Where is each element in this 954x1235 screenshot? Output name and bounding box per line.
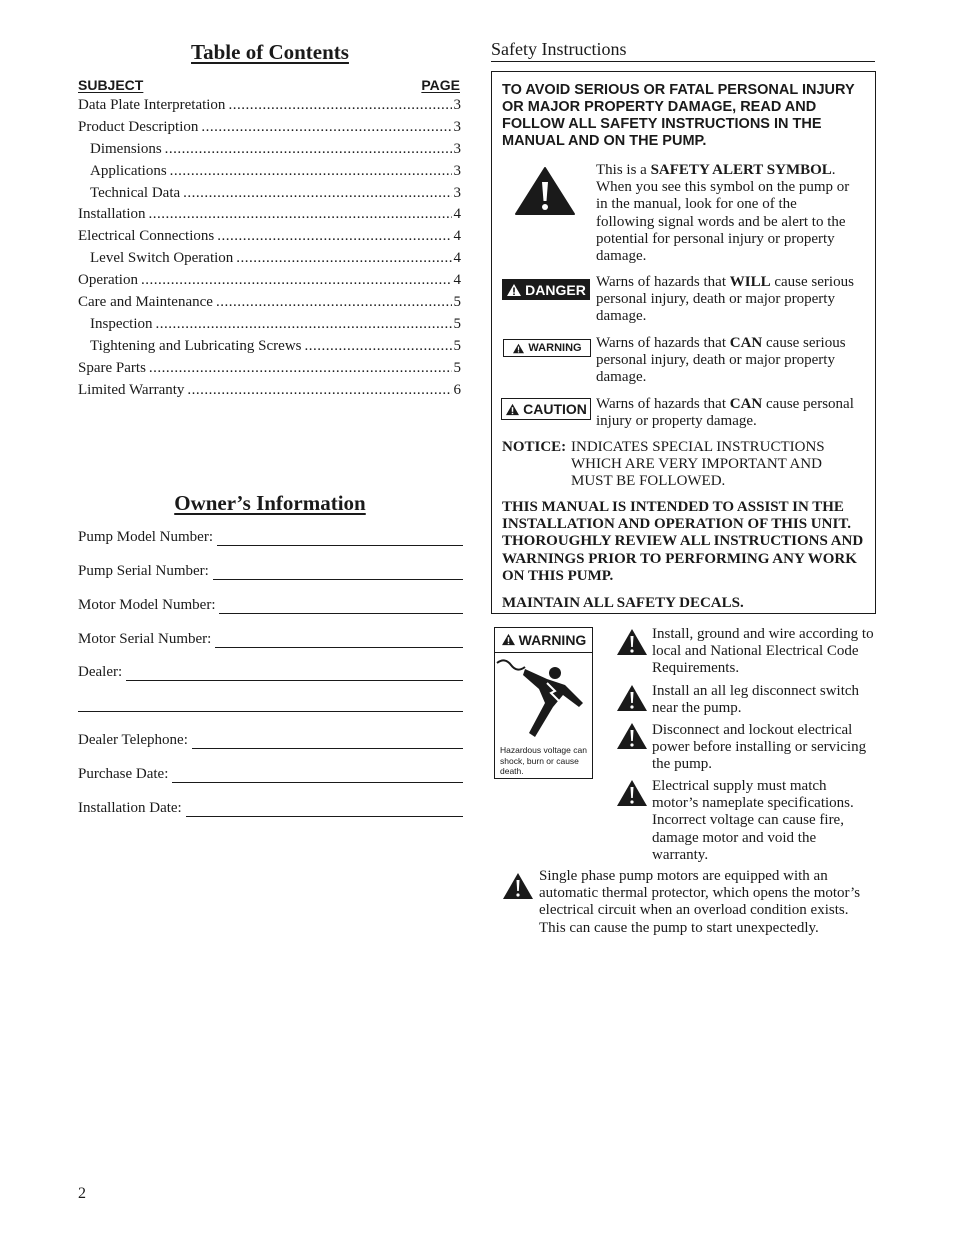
- fill-line[interactable]: [215, 633, 463, 648]
- toc-entry-label: Electrical Connections: [78, 228, 215, 245]
- toc-entry-page: 3: [453, 184, 461, 201]
- toc-entry-label: Care and Maintenance: [78, 294, 213, 311]
- field-label: Dealer Telephone:: [78, 732, 188, 748]
- toc-list: [78, 97, 461, 403]
- shock-warning-label: WARNING: [494, 627, 593, 653]
- toc-entry-page: 4: [453, 272, 461, 289]
- alert-triangle-icon: [505, 403, 520, 416]
- toc-column-headers: [78, 77, 460, 93]
- toc-entry-label: Dimensions: [90, 140, 162, 157]
- toc-entry-page: 3: [453, 162, 461, 179]
- fill-line[interactable]: [219, 599, 463, 614]
- danger-text: Warns of hazards that WILL cause serious personal injury, death or major property damage.: [596, 274, 854, 325]
- fill-line[interactable]: [213, 565, 463, 580]
- toc-entry-label: Limited Warranty: [78, 381, 185, 398]
- toc-entry: [78, 382, 461, 404]
- warning-triangle-icon: [616, 779, 648, 807]
- field-label: Pump Serial Number:: [78, 563, 209, 579]
- toc-entry-page: 5: [453, 315, 461, 332]
- toc-entry: [78, 97, 461, 119]
- page-number: 2: [78, 1185, 86, 1202]
- alert-symbol-text: This is a SAFETY ALERT SYMBOL. When you see this symbol on the pump or in the manual, look for one of the following signal words and be alert to the potential for personal injury or property damage.: [596, 162, 850, 265]
- field-label: Motor Serial Number:: [78, 631, 212, 647]
- toc-entry: [78, 272, 461, 294]
- caution-text: Warns of hazards that CAN cause personal injury or property damage.: [596, 396, 854, 430]
- notice-label: NOTICE:: [502, 439, 567, 455]
- toc-entry-label: Installation: [78, 206, 146, 223]
- field-label: Dealer:: [78, 664, 123, 680]
- alert-triangle-icon: [501, 633, 516, 646]
- installation-date-field[interactable]: [78, 797, 463, 817]
- toc-entry: [78, 294, 461, 316]
- toc-entry-label: Operation: [78, 272, 138, 289]
- toc-entry-page: 4: [453, 250, 461, 267]
- toc-entry-page: 6: [453, 381, 461, 398]
- dealer-extra-line[interactable]: [78, 711, 463, 712]
- warning-triangle-icon: [502, 872, 534, 900]
- bullet-wiring-code: Install, ground and wire according to local and National Electrical Code Requirements.: [652, 626, 874, 677]
- caution-label: CAUTION: [501, 398, 591, 420]
- alert-triangle-icon: [512, 343, 525, 354]
- bullet-disconnect-switch: Install an all leg disconnect switch near the pump.: [652, 683, 860, 717]
- toc-entry: [78, 163, 461, 185]
- toc-entry-page: 5: [453, 294, 461, 311]
- motor-model-field[interactable]: [78, 594, 463, 614]
- safety-alert-icon: [514, 166, 576, 216]
- toc-entry: [78, 316, 461, 338]
- field-label: Motor Model Number:: [78, 597, 216, 613]
- toc-entry: [78, 360, 461, 382]
- toc-entry: [78, 250, 461, 272]
- toc-entry-page: 5: [453, 359, 461, 376]
- toc-entry: [78, 141, 461, 163]
- thermal-protector-note: Single phase pump motors are equipped with an automatic thermal protector, which opens the motor’s electrical circuit when an overload condition exists. This can cause the pump to start unexpectedly.: [539, 868, 861, 936]
- toc-entry-page: 5: [453, 337, 461, 354]
- shock-caption: Hazardous voltage can shock, burn or cause death.: [500, 745, 587, 776]
- toc-entry-page: 3: [453, 118, 461, 135]
- toc-subject-header: SUBJECT: [78, 77, 144, 93]
- toc-entry-label: Inspection: [90, 315, 153, 332]
- warning-label: WARNING: [503, 339, 591, 357]
- toc-entry: [78, 185, 461, 207]
- alert-triangle-icon: [506, 283, 522, 297]
- toc-entry-page: 4: [453, 206, 461, 223]
- toc-entry-page: 3: [453, 140, 461, 157]
- danger-label: DANGER: [502, 279, 590, 300]
- dealer-telephone-field[interactable]: [78, 729, 463, 749]
- manual-intent-text: THIS MANUAL IS INTENDED TO ASSIST IN THE INSTALLATION AND OPERATION OF THIS UNIT. THOROUGHLY REVIEW ALL INSTRUCTIONS AND WARNINGS PRIOR TO PERFORMING ANY WORK ON THIS PUMP.: [502, 499, 864, 584]
- toc-entry: [78, 119, 461, 141]
- safety-title: Safety Instructions: [491, 39, 627, 59]
- toc-entry-label: Data Plate Interpretation: [78, 97, 226, 113]
- fill-line[interactable]: [186, 802, 463, 817]
- purchase-date-field[interactable]: [78, 763, 463, 783]
- warning-text: Warns of hazards that CAN cause serious personal injury, death or major property damage.: [596, 335, 846, 386]
- warning-triangle-icon: [616, 628, 648, 656]
- field-label: Purchase Date:: [78, 766, 169, 782]
- toc-entry-label: Technical Data: [90, 184, 181, 201]
- toc-entry-label: Level Switch Operation: [90, 250, 234, 267]
- warning-triangle-icon: [616, 684, 648, 712]
- fill-line[interactable]: [126, 666, 463, 681]
- bullet-electrical-supply: Electrical supply must match motor’s nameplate specifications. Incorrect voltage can cause fire, damage motor and void the warranty.: [652, 778, 854, 863]
- fill-line[interactable]: [192, 734, 463, 749]
- toc-entry: [78, 228, 461, 250]
- owner-info-title: Owner’s Information: [174, 491, 366, 515]
- dealer-field[interactable]: [78, 661, 463, 681]
- toc-entry: [78, 338, 461, 360]
- toc-entry: [78, 206, 461, 228]
- bullet-lockout-power: Disconnect and lockout electrical power before installing or servicing the pump.: [652, 722, 867, 773]
- pump-model-field[interactable]: [78, 526, 463, 546]
- toc-entry-page: 3: [453, 97, 461, 113]
- toc-entry-label: Tightening and Lubricating Screws: [90, 337, 302, 354]
- electric-shock-icon: [495, 655, 592, 743]
- notice-text: INDICATES SPECIAL INSTRUCTIONS WHICH ARE VERY IMPORTANT AND MUST BE FOLLOWED.: [571, 439, 825, 490]
- toc-page-header: PAGE: [421, 77, 460, 93]
- pump-serial-field[interactable]: [78, 560, 463, 580]
- field-label: Installation Date:: [78, 800, 182, 816]
- toc-entry-label: Product Description: [78, 118, 199, 135]
- fill-line[interactable]: [172, 768, 463, 783]
- toc-entry-label: Applications: [90, 162, 167, 179]
- safety-box-heading: TO AVOID SERIOUS OR FATAL PERSONAL INJURY OR MAJOR PROPERTY DAMAGE, READ AND FOLLOW ALL SAFETY INSTRUCTIONS IN THE MANUAL AND ON THE PUMP.: [502, 82, 855, 149]
- motor-serial-field[interactable]: [78, 628, 463, 648]
- toc-entry-page: 4: [453, 228, 461, 245]
- field-label: Pump Model Number:: [78, 529, 213, 545]
- toc-entry-label: Spare Parts: [78, 359, 146, 376]
- maintain-decals-text: MAINTAIN ALL SAFETY DECALS.: [502, 595, 744, 611]
- fill-line[interactable]: [217, 531, 463, 546]
- warning-triangle-icon: [616, 722, 648, 750]
- title-divider: [491, 61, 875, 62]
- toc-title: Table of Contents: [191, 40, 349, 64]
